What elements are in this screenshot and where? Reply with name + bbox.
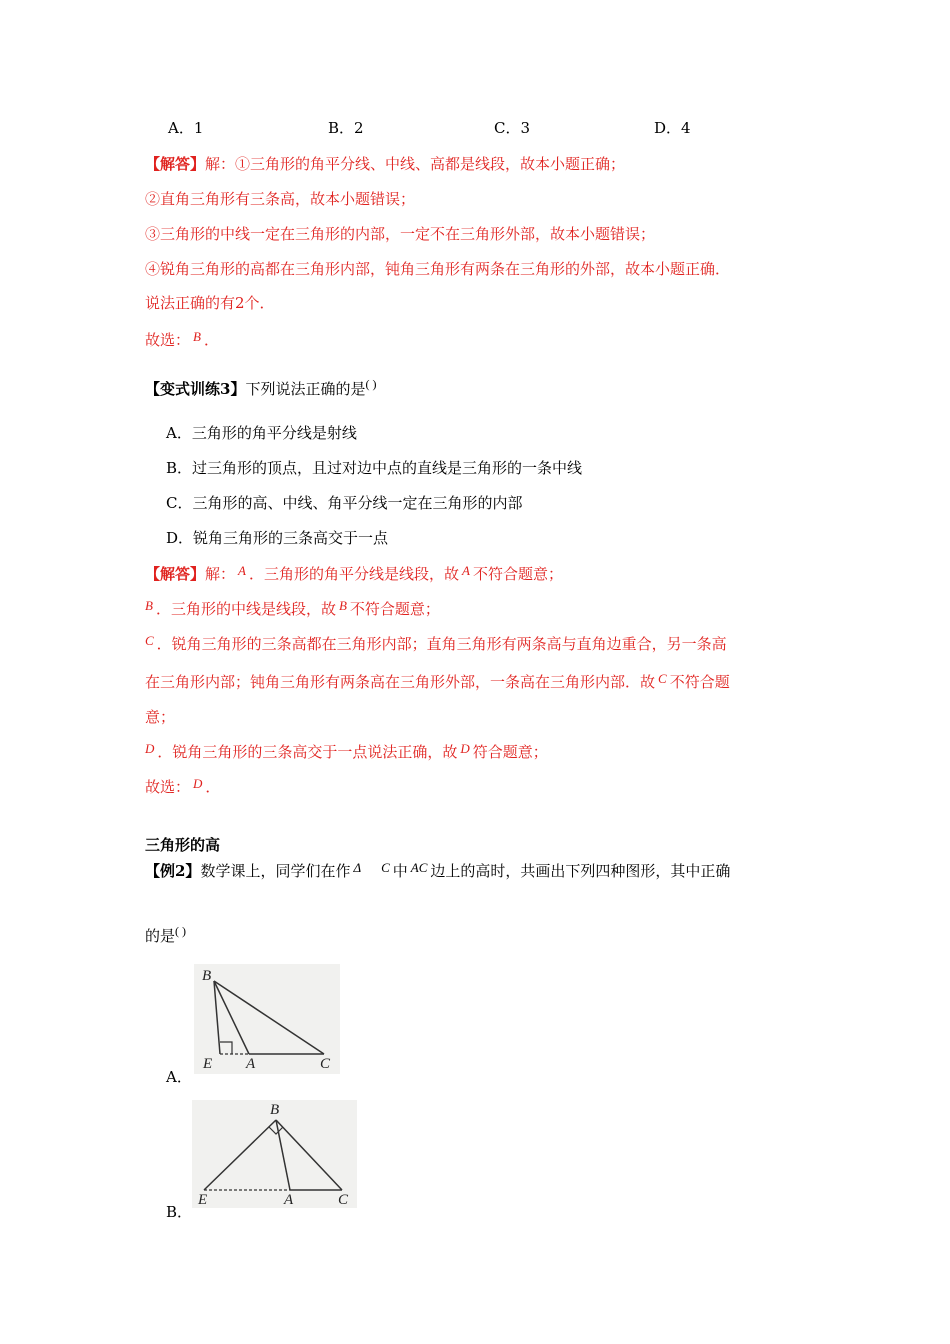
label-c: C [320,1056,331,1072]
letter-c: C [145,633,154,648]
answer-d-text2: 符合题意； [472,743,548,761]
option-b: B．2 [328,119,364,137]
q3-option-a: A．三角形的角平分线是射线 [166,424,357,442]
choose-letter: D [193,776,203,791]
label-a: A [246,1056,256,1072]
right-angle-mark [220,1042,232,1054]
answer-prefix: 解： [205,565,236,583]
letter-d-ref: D [460,741,470,756]
line-eb [204,1120,276,1190]
answer-c-text2: 在三角形内部；钝角三角形有两条高在三角形外部，一条高在三角形内部．故 [145,673,656,691]
answer-a-text: ．三角形的角平分线是线段，故 [248,565,459,583]
figure-b [192,1100,357,1208]
answer-line-3: ③三角形的中线一定在三角形的内部，一定不在三角形外部，故本小题错误； [145,225,656,243]
answer-a-text2: 不符合题意； [472,565,563,583]
side-ac: AC [410,860,428,875]
right-angle-mark [269,1127,283,1134]
option-c: C．3 [494,119,531,137]
example-paren: ( ) [175,924,187,938]
choose-suffix: ． [205,778,221,796]
choose-prefix: 故选： [145,331,191,349]
example-text2: 边上的高时，共画出下列四种图形，其中正确 [430,862,731,880]
letter-b: B [145,598,153,613]
question-tag: 【变式训练3】 [145,380,246,398]
question-3 [145,379,376,400]
label-b: B [270,1102,280,1118]
q3-option-c: C．三角形的高、中线、角平分线一定在三角形的内部 [166,494,523,512]
figure-a-label: A． [166,1068,192,1086]
figure-a-diagram [194,964,340,1074]
letter-b-ref: B [338,598,347,613]
label-a: A [284,1192,294,1208]
example-2-line1 [145,861,730,882]
q3-option-d: D．锐角三角形的三条高交于一点 [166,529,389,547]
label-b: B [202,968,212,984]
triangle-symbol: Δ [353,860,362,875]
letter-d: D [145,741,155,756]
line-bc [214,981,324,1054]
answer-b-text: ．三角形的中线是线段，故 [155,600,336,618]
answer-line-2: ②直角三角形有三条高，故本小题错误； [145,190,416,208]
figure-a [194,964,340,1074]
answer-text: 解：①三角形的角平分线、中线、高都是线段，故本小题正确； [205,155,626,173]
q3-answer-c-line2 [145,672,730,693]
answer-c-text: ．锐角三角形的三条高都在三角形内部；直角三角形有两条高与直角边重合，另一条高 [156,635,727,653]
answer-d-text: ．锐角三角形的三条高交于一点说法正确，故 [157,743,458,761]
example-text: 数学课上，同学们在作 [200,862,351,880]
figure-b-label: B． [166,1203,193,1221]
q3-option-b: B．过三角形的顶点，且过对边中点的直线是三角形的一条中线 [166,459,583,477]
answer-b-text2: 不符合题意； [349,600,440,618]
choose-letter: B [193,329,201,344]
example-mid: 中 [392,862,408,880]
q3-answer-choose [145,777,220,798]
answer-paren: ( ) [365,377,377,391]
section-title: 三角形的高 [145,836,221,854]
answer-line-1 [145,154,625,174]
example-line2: 的是 [145,927,176,945]
example-2-line2 [145,926,186,947]
label-e: E [198,1192,208,1208]
example-tag: 【例2】 [145,862,201,880]
q3-answer-a [145,564,563,585]
option-a: A．1 [168,119,204,137]
q3-answer-c-line3: 意； [145,708,176,726]
q3-answer-b [145,599,440,620]
letter-a: A [238,563,246,578]
q3-answer-c-line1 [145,634,727,655]
label-c: C [338,1192,349,1208]
choose-prefix: 故选： [145,778,191,796]
question-stem: 下列说法正确的是 [245,380,366,398]
option-d: D．4 [654,119,691,137]
choose-suffix: ． [203,331,219,349]
line-ba [276,1120,290,1190]
q3-answer-d [145,742,548,763]
answer-choose [145,330,219,351]
answer-tag: 【解答】 [145,565,206,583]
answer-c-text3: 不符合题 [669,673,730,691]
answer-line-5: 说法正确的有2个． [145,294,275,312]
vertex-c: C [381,860,390,875]
letter-c-ref: C [658,671,667,686]
label-e: E [203,1056,213,1072]
line-bc [276,1120,342,1190]
answer-tag: 【解答】 [145,155,206,173]
figure-b-diagram [192,1100,357,1208]
letter-a-ref: A [462,563,470,578]
answer-line-4: ④锐角三角形的高都在三角形内部，钝角三角形有两条在三角形的外部，故本小题正确． [145,260,731,278]
